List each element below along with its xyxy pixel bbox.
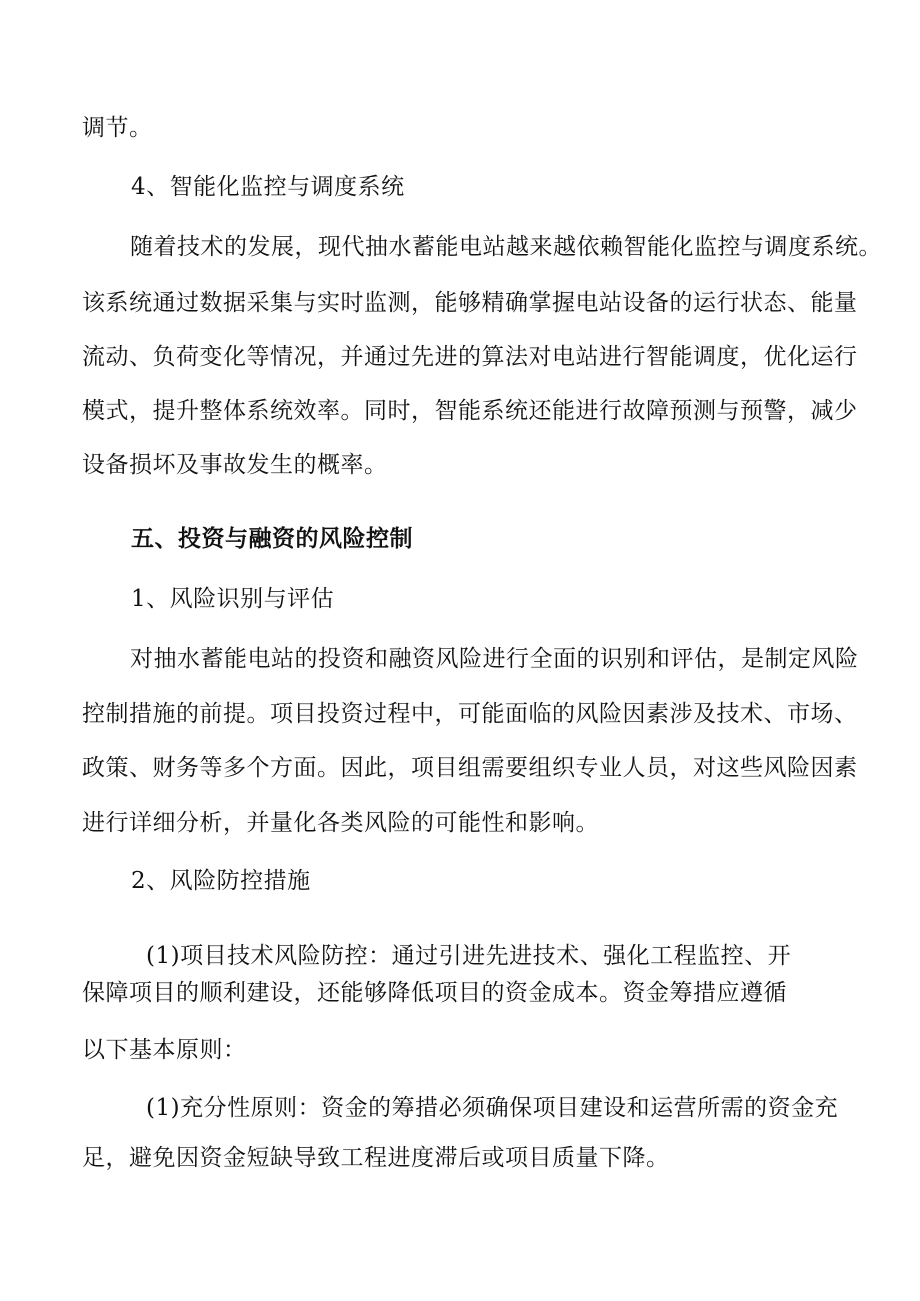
subsection-heading-4: 4、智能化监控与调度系统 [131,174,405,200]
paragraph-line: 该系统通过数据采集与实时监测，能够精确掌握电站设备的运行状态、能量 [82,290,858,316]
paragraph-line: 设备损坏及事故发生的概率。 [82,452,388,478]
paragraph-line: 政策、财务等多个方面。因此，项目组需要组织专业人员，对这些风险因素 [82,755,858,781]
section-heading-5: 五、投资与融资的风险控制 [131,525,413,552]
paragraph-line: 随着技术的发展，现代抽水蓄能电站越来越依赖智能化监控与调度系统。 [130,234,882,260]
paragraph-tail-line: 调节。 [82,115,153,141]
paragraph-line: 控制措施的前提。项目投资过程中，可能面临的风险因素涉及技术、市场、 [82,701,858,727]
paragraph-line: 模式，提升整体系统效率。同时，智能系统还能进行故障预测与预警，减少 [82,398,858,424]
paragraph-line: 进行详细分析，并量化各类风险的可能性和影响。 [82,810,599,836]
paragraph-line: 对抽水蓄能电站的投资和融资风险进行全面的识别和评估，是制定风险 [130,646,859,672]
paragraph-line: 以下基本原则： [82,1037,247,1063]
paragraph-line: 流动、负荷变化等情况，并通过先进的算法对电站进行智能调度，优化运行 [82,344,858,370]
subsection-heading-2: 2、风险防控措施 [131,868,311,894]
paragraph-line: 保障项目的顺利建设，还能够降低项目的资金成本。资金筹措应遵循 [82,980,787,1006]
list-item-line: (1)项目技术风险防控：通过引进先进技术、强化工程监控、开 [146,943,792,969]
list-item-line: (1)充分性原则：资金的筹措必须确保项目建设和运营所需的资金充 [146,1095,839,1121]
subsection-heading-1: 1、风险识别与评估 [131,586,335,612]
paragraph-line: 足，避免因资金短缺导致工程进度滞后或项目质量下降。 [82,1145,670,1171]
